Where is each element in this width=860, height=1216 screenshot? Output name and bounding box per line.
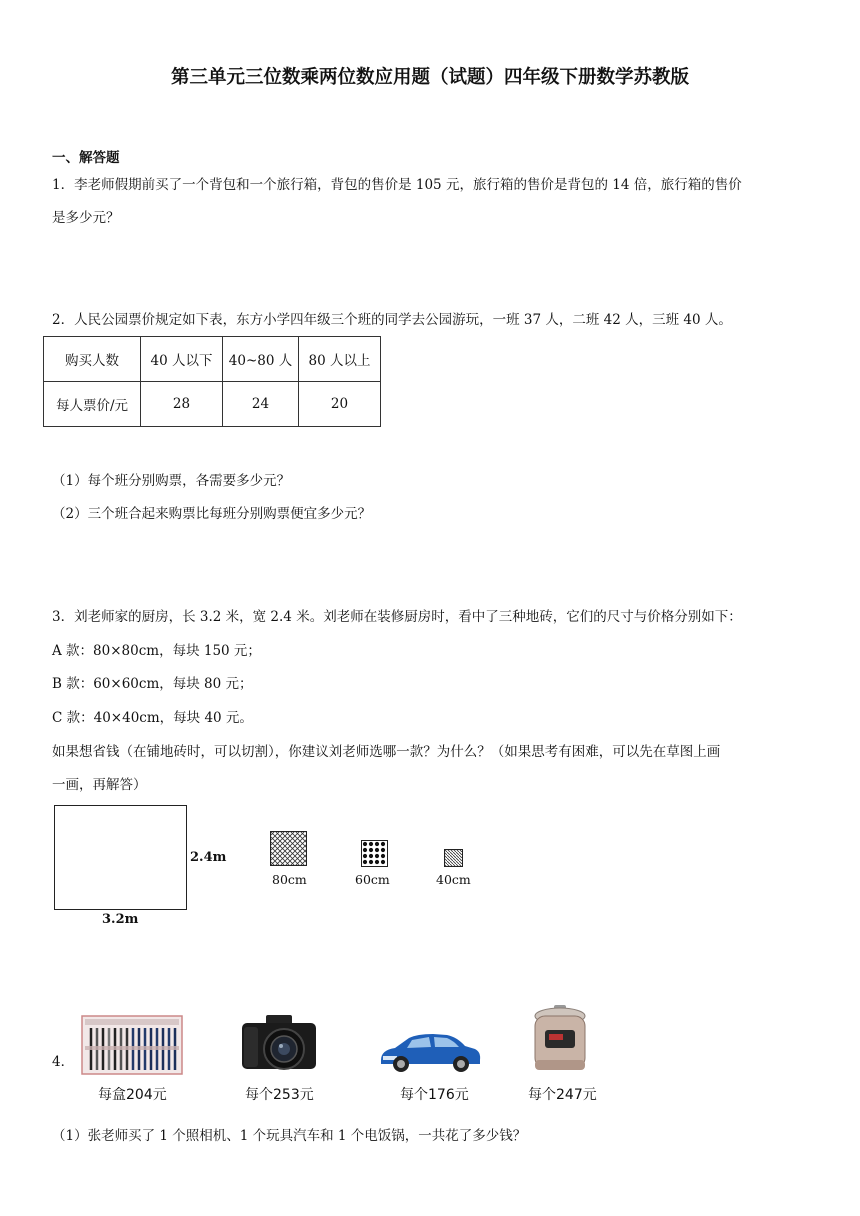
q3-option-a: A 款：80×80cm，每块 150 元； (52, 643, 261, 659)
toy-car-price: 每个176元 (400, 1087, 469, 1103)
table-cell: 40 人以下 (141, 337, 223, 382)
width-label: 2.4m (190, 850, 227, 865)
tile-40cm-label: 40cm (436, 872, 471, 887)
table-cell: 每人票价/元 (44, 382, 141, 427)
table-row (44, 382, 381, 427)
table-cell: 40~80 人 (223, 337, 299, 382)
q3-ask2: 一画，再解答） (52, 777, 147, 793)
rice-cooker-price: 每个247元 (528, 1087, 597, 1103)
q4-number: 4． (52, 1054, 75, 1070)
q2-intro: 2．人民公园票价规定如下表，东方小学四年级三个班的同学去公园游玩，一班 37 人，二班 42 人，三班 40 人。 (52, 312, 732, 328)
toy-car-icon (377, 1030, 483, 1074)
kitchen-rectangle (54, 805, 187, 910)
q1-line2: 是多少元？ (52, 210, 120, 226)
q3-option-c: C 款：40×40cm，每块 40 元。 (52, 710, 253, 726)
ticket-price-table (43, 336, 381, 427)
table-cell: 80 人以上 (299, 337, 381, 382)
tile-80cm-label: 80cm (272, 872, 307, 887)
table-cell: 20 (299, 382, 381, 427)
tile-40cm-icon (444, 849, 464, 868)
table-cell: 28 (141, 382, 223, 427)
q4-sub1: （1）张老师买了 1 个照相机、1 个玩具汽车和 1 个电饭锅，一共花了多少钱？ (52, 1128, 527, 1144)
tile-60cm-label: 60cm (355, 872, 390, 887)
section-heading: 一、解答题 (52, 150, 120, 166)
table-cell: 24 (223, 382, 299, 427)
table-cell: 购买人数 (44, 337, 141, 382)
q3-ask1: 如果想省钱（在铺地砖时，可以切割），你建议刘老师选哪一款？为什么？（如果思考有困难，可以先在草图上画 (52, 744, 721, 760)
pen-box-price: 每盒204元 (98, 1087, 167, 1103)
page-title: 第三单元三位数乘两位数应用题（试题）四年级下册数学苏教版 (170, 67, 689, 88)
table-row (44, 337, 381, 382)
camera-price: 每个253元 (245, 1087, 314, 1103)
tile-60cm-icon (361, 840, 389, 868)
tile-80cm-icon (270, 831, 308, 867)
length-label: 3.2m (102, 912, 139, 927)
q2-sub2: （2）三个班合起来购票比每班分别购票便宜多少元？ (52, 506, 372, 522)
camera-icon (240, 1013, 320, 1075)
q3-line1: 3．刘老师家的厨房，长 3.2 米，宽 2.4 米。刘老师在装修厨房时，看中了三种地砖，它们的尺寸与价格分别如下： (52, 609, 742, 625)
pen-box-icon (81, 1012, 183, 1076)
q3-option-b: B 款：60×60cm，每块 80 元； (52, 676, 253, 692)
q2-sub1: （1）每个班分别购票，各需要多少元？ (52, 473, 291, 489)
q1-line1: 1．李老师假期前买了一个背包和一个旅行箱，背包的售价是 105 元，旅行箱的售价是背包的 14 倍，旅行箱的售价 (52, 177, 742, 193)
rice-cooker-icon (532, 1004, 588, 1076)
